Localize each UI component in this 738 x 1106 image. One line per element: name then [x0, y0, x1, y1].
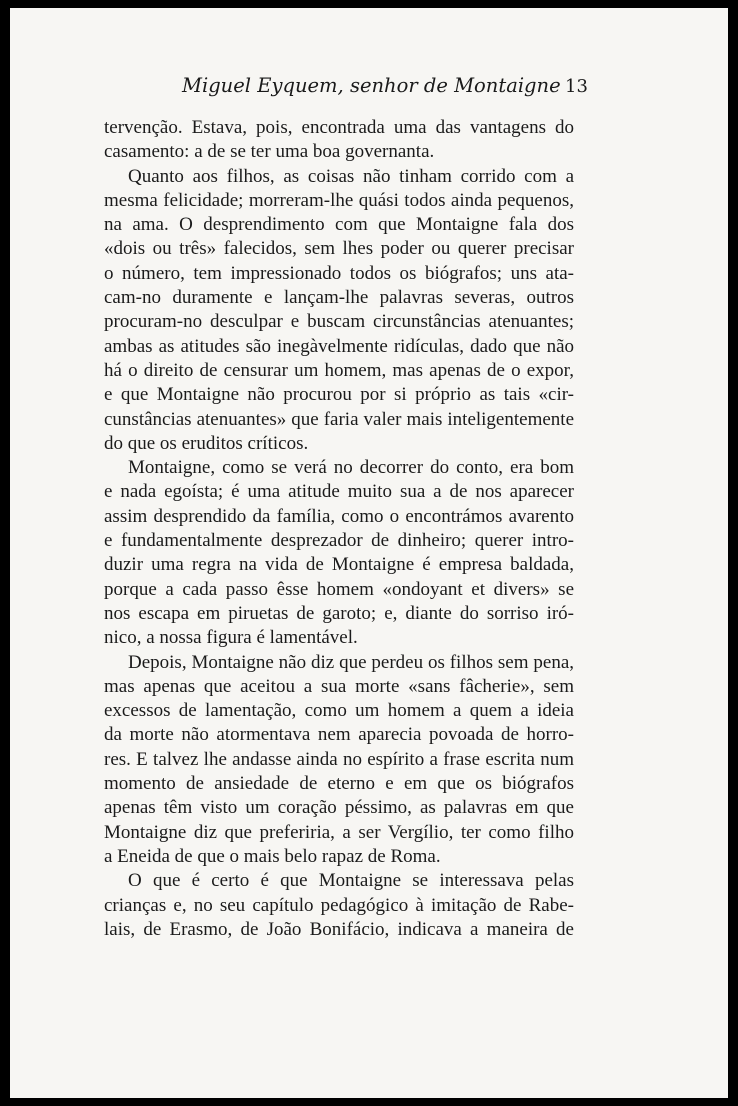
text-line: apenas têm visto um coração péssimo, as palavras em que: [104, 797, 574, 819]
text-line: e nada egoísta; é uma atitude muito sua a de nos aparecer: [104, 481, 574, 503]
text-line: cam-no duramente e lançam-lhe palavras severas, outros: [104, 287, 574, 309]
text-line: cunstâncias atenuantes» que faria valer mais inteligentemente: [104, 408, 574, 430]
page-header: [10, 74, 728, 104]
text-line: porque a cada passo êsse homem «ondoyant et divers» se: [104, 578, 574, 600]
text-line: crianças e, no seu capítulo pedagógico à imitação de Rabe-: [104, 894, 574, 916]
text-line: O que é certo é que Montaigne se interessava pelas: [128, 870, 574, 892]
text-line: e que Montaigne não procurou por si próprio as tais «cir-: [104, 384, 574, 406]
text-line: nico, a nossa figura é lamentável.: [104, 627, 358, 649]
text-line: mesma felicidade; morreram-lhe quási todos ainda pequenos,: [104, 189, 574, 211]
text-line: Depois, Montaigne não diz que perdeu os filhos sem pena,: [128, 651, 574, 673]
text-line: res. E talvez lhe andasse ainda no espírito a frase escrita num: [104, 748, 574, 770]
text-line: mas apenas que aceitou a sua morte «sans fâcherie», sem: [104, 675, 574, 697]
text-line: o número, tem impressionado todos os biógrafos; uns ata-: [104, 262, 574, 284]
text-line: momento de ansiedade de eterno e em que os biógrafos: [104, 773, 574, 795]
text-line: nos escapa em piruetas de garoto; e, diante do sorriso iró-: [104, 602, 574, 624]
text-line: lais, de Erasmo, de João Bonifácio, indicava a maneira de: [104, 918, 574, 940]
text-line: na ama. O desprendimento com que Montaigne fala dos: [104, 214, 574, 236]
text-line: Montaigne, como se verá no decorrer do conto, era bom: [128, 457, 574, 479]
text-line: excessos de lamentação, como um homem a quem a ideia: [104, 700, 574, 722]
text-line: tervenção. Estava, pois, encontrada uma das vantagens do: [104, 117, 574, 138]
text-line: a Eneida de que o mais belo rapaz de Roma.: [104, 845, 441, 867]
running-title: Miguel Eyquem, senhor de Montaigne: [182, 74, 561, 97]
text-line: assim desprendido da família, como o encontrámos avarento: [104, 505, 574, 527]
text-line: ambas as atitudes são inegàvelmente ridículas, dado que não: [104, 335, 574, 357]
text-line: casamento: a de se ter uma boa governanta.: [104, 141, 435, 163]
text-line: Montaigne diz que preferiria, a ser Vergílio, ter como filho: [104, 821, 574, 843]
page-number: 13: [565, 76, 588, 97]
text-line: Quanto aos filhos, as coisas não tinham corrido com a: [128, 165, 574, 187]
book-page: [10, 8, 728, 1098]
text-line: e fundamentalmente desprezador de dinheiro; querer intro-: [104, 530, 574, 552]
body-text: [104, 116, 574, 942]
text-line: da morte não atormentava nem aparecia povoada de horro-: [104, 724, 574, 746]
text-line: «dois ou três» falecidos, sem lhes poder ou querer precisar: [104, 238, 574, 260]
text-line: há o direito de censurar um homem, mas apenas de o expor,: [104, 359, 574, 381]
text-line: duzir uma regra na vida de Montaigne é empresa baldada,: [104, 554, 574, 576]
text-line: procuram-no desculpar e buscam circunstâncias atenuantes;: [104, 311, 574, 333]
text-line: do que os eruditos críticos.: [104, 432, 309, 454]
